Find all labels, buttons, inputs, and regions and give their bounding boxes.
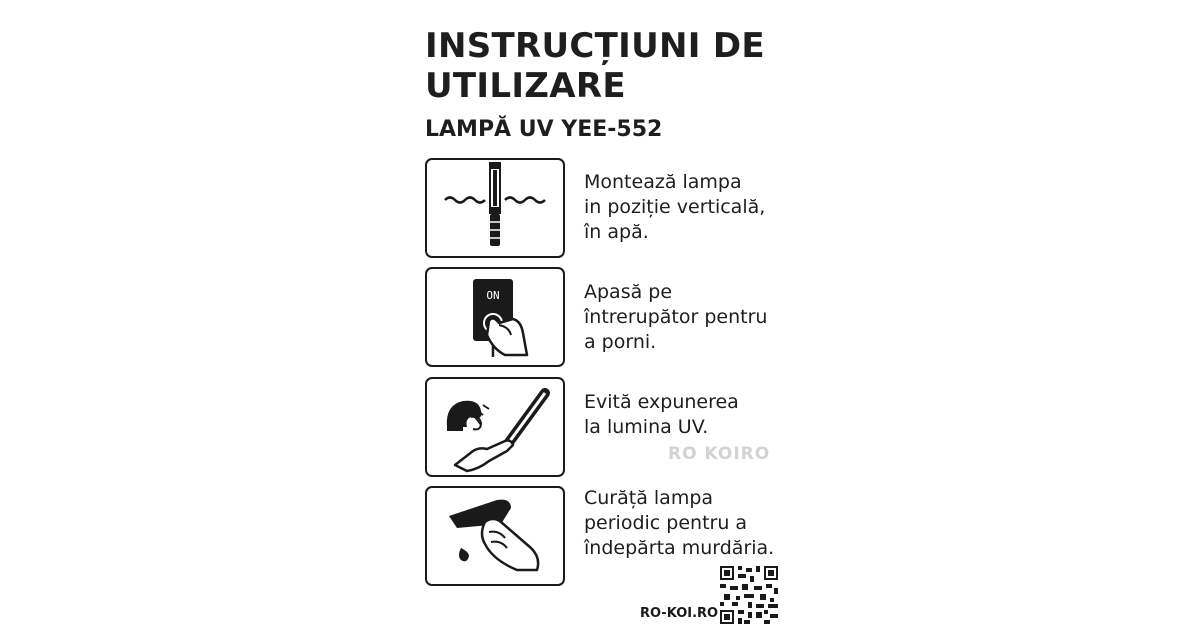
qr-code-icon (720, 566, 778, 624)
switch-label: ON (486, 289, 500, 302)
step-2-pictogram (425, 267, 565, 367)
step-4-text: Curăță lampa periodic pentru a îndepărta murdăria. (584, 487, 775, 559)
brand-watermark: RO KOIRO (668, 444, 771, 464)
clean-lamp-icon (427, 488, 563, 584)
website-label: RO-KOI.RO (640, 606, 719, 621)
step-3-pictogram (425, 377, 565, 477)
step-1-text: Montează lampa in poziție verticală, în apă. (584, 171, 766, 243)
product-subtitle: LAMPĂ UV YEE-552 (425, 117, 663, 142)
step-3-text: Evită expunerea la lumina UV. (584, 391, 739, 438)
step-1-pictogram (425, 158, 565, 258)
on-switch-press-icon (427, 269, 563, 365)
uv-lamp-in-water-icon (427, 160, 563, 256)
step-2-text: Apasă pe întrerupător pentru a porni. (584, 281, 768, 353)
page-title: INSTRUCȚIUNI DE UTILIZARE (425, 26, 765, 106)
step-4-pictogram (425, 486, 565, 586)
avoid-uv-exposure-icon (427, 379, 563, 475)
